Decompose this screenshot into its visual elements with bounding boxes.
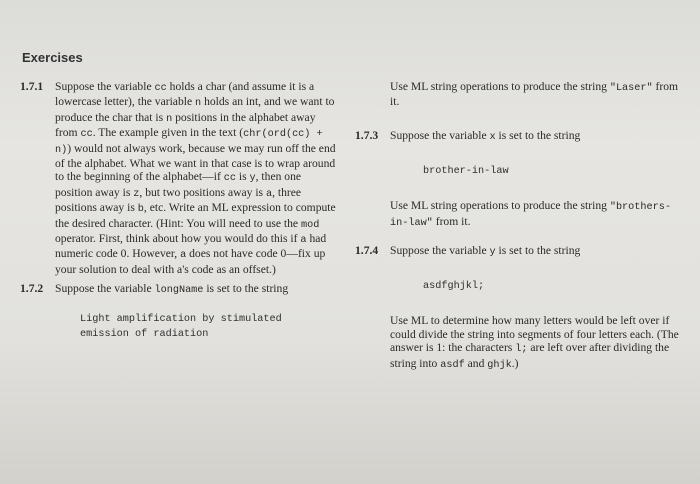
text-run: is bbox=[238, 170, 247, 184]
text-run: is set to the string bbox=[498, 128, 581, 142]
text-run: is set to the string bbox=[498, 244, 581, 258]
text-run: Use ML to determine how many letters would be left over if could divide the string into segments of four letters each. (The answer is 1: the characters bbox=[390, 314, 679, 355]
exercise-1-7-3-continued bbox=[355, 199, 685, 230]
code-token: a bbox=[180, 250, 187, 262]
code-token: n bbox=[195, 98, 202, 110]
text-run: is set to the string bbox=[206, 282, 289, 296]
code-line: Light amplification by stimulated bbox=[80, 313, 282, 325]
text-run: operator. First, think about how you would do this if bbox=[55, 232, 298, 246]
code-token: l; bbox=[515, 344, 528, 356]
exercise-number: 1.7.4 bbox=[355, 244, 379, 258]
exercise-text bbox=[390, 244, 685, 259]
text-run: had numeric code 0. However, bbox=[55, 232, 327, 261]
code-token: ghjk bbox=[487, 359, 512, 371]
text-run: Suppose the variable bbox=[390, 128, 487, 142]
exercise-text bbox=[55, 80, 340, 276]
exercise-1-7-2-continued bbox=[355, 80, 685, 109]
text-run: are left over after dividing the string into bbox=[390, 341, 670, 370]
code-token: y bbox=[489, 247, 496, 259]
code-token: n bbox=[166, 113, 173, 125]
left-column bbox=[20, 80, 340, 342]
text-run: from it. bbox=[435, 214, 471, 228]
code-token: longName bbox=[154, 285, 204, 297]
exercise-1-7-4 bbox=[355, 244, 685, 259]
text-run: Suppose the variable bbox=[55, 80, 152, 93]
code-token: cc bbox=[223, 173, 236, 185]
exercise-number: 1.7.1 bbox=[20, 80, 44, 93]
exercise-1-7-3 bbox=[355, 129, 685, 144]
code-token: y bbox=[249, 173, 256, 185]
code-line: brother-in-law bbox=[423, 166, 509, 178]
code-token: x bbox=[489, 131, 496, 143]
exercise-text bbox=[390, 129, 685, 144]
code-token: chr(ord(cc) + n) bbox=[55, 129, 323, 156]
code-token: a bbox=[265, 188, 273, 200]
code-block bbox=[20, 312, 340, 342]
text-run: Use ML string operations to produce the string bbox=[390, 199, 607, 213]
exercise-number: 1.7.3 bbox=[355, 128, 379, 142]
code-token: cc bbox=[80, 129, 93, 141]
exercise-number: 1.7.2 bbox=[20, 282, 44, 296]
exercise-1-7-4-continued bbox=[355, 314, 685, 372]
text-run: positions in the alphabet away from bbox=[55, 110, 316, 140]
text-run: Suppose the variable bbox=[55, 282, 152, 296]
text-run: . The example given in the text ( bbox=[92, 126, 244, 140]
text-run: Use ML string operations to produce the string bbox=[390, 80, 607, 93]
exercise-text bbox=[55, 282, 340, 297]
text-run: Suppose the variable bbox=[390, 244, 487, 258]
text-run: , but two positions away is bbox=[139, 185, 264, 199]
text-run: holds a char (and assume it is a lowercase letter), the variable bbox=[55, 80, 315, 109]
code-line: emission of radiation bbox=[80, 328, 209, 340]
text-run: .) bbox=[511, 356, 519, 370]
code-token: cc bbox=[154, 83, 167, 94]
text-run: does not have code 0—fix up your solution to deal with a's code as an offset.) bbox=[55, 247, 326, 276]
section-heading: Exercises bbox=[22, 50, 83, 65]
text-run: ) would not always work, because we may run off the end of the alphabet. What we want in that case is to wrap around to the beginning of the alphabet—if bbox=[55, 141, 336, 184]
code-token: asdf bbox=[440, 359, 465, 371]
code-token: "brothers-in-law" bbox=[390, 202, 671, 229]
code-block bbox=[355, 279, 685, 294]
code-token: b bbox=[137, 204, 144, 216]
exercise-1-7-2 bbox=[20, 282, 340, 297]
text-run: , then one position away is bbox=[55, 170, 302, 199]
exercise-1-7-1 bbox=[20, 80, 340, 276]
code-token: a bbox=[300, 235, 307, 247]
text-run: and bbox=[467, 356, 485, 370]
code-block bbox=[355, 164, 685, 179]
text-run: , etc. Write an ML expression to compute the desired character. (Hint: You will need to use the bbox=[55, 201, 336, 230]
text-run: , three positions away is bbox=[55, 185, 302, 215]
code-token: "Laser" bbox=[609, 83, 653, 94]
text-run: from it. bbox=[390, 80, 679, 109]
code-token: z bbox=[133, 188, 140, 200]
code-token: mod bbox=[301, 219, 320, 231]
right-column bbox=[355, 80, 685, 372]
code-line: asdfghjkl; bbox=[423, 281, 485, 293]
text-run: holds an int, and we want to produce the char that is bbox=[55, 95, 335, 124]
